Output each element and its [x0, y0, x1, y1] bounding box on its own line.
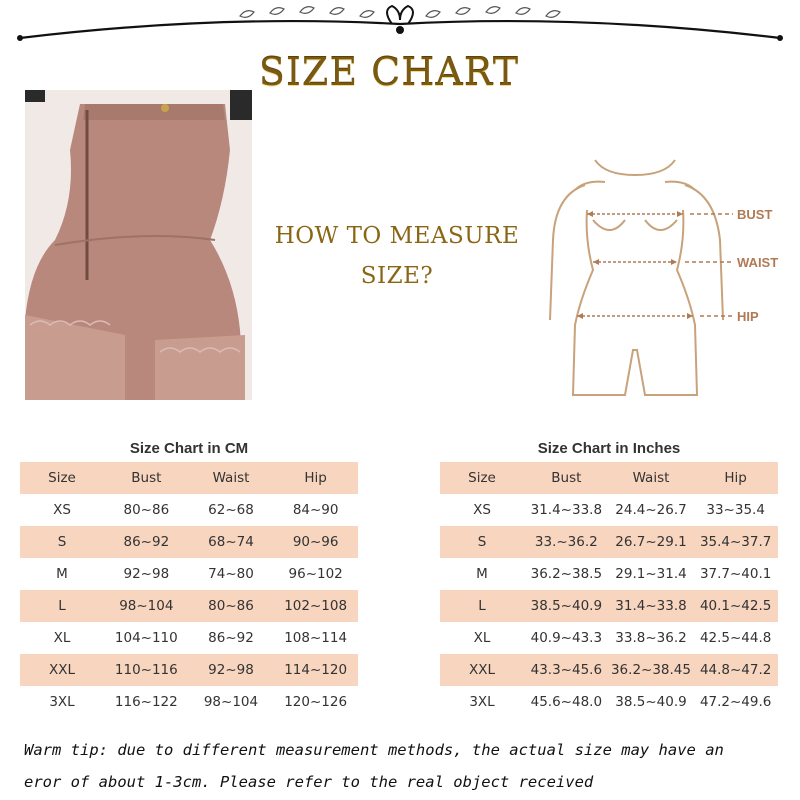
- table-cell: 62~68: [208, 502, 254, 518]
- table-cell: S: [20, 526, 104, 558]
- table-row: [440, 558, 778, 590]
- table-cell: 110~116: [104, 654, 189, 686]
- table-row: [440, 654, 778, 686]
- table-cell: 68~74: [189, 526, 274, 558]
- table-cell: 37.7~40.1: [699, 566, 772, 582]
- table-header-row: [440, 462, 778, 494]
- table-cell: S: [440, 526, 524, 558]
- size-chart-inches: [440, 436, 778, 718]
- table-cell: 29.1~31.4: [615, 566, 687, 582]
- column-header: Waist: [189, 462, 274, 494]
- column-header: Hip: [693, 462, 778, 494]
- table-cell: XXL: [20, 654, 104, 686]
- waist-label: WAIST: [737, 255, 779, 270]
- table-header-row: [20, 462, 358, 494]
- column-header: Bust: [524, 462, 609, 494]
- table-cell: M: [56, 566, 68, 582]
- table-cell: XXL: [440, 654, 524, 686]
- column-header: Waist: [609, 462, 694, 494]
- column-header: Hip: [273, 462, 358, 494]
- size-chart-cm: [20, 436, 358, 718]
- warm-tip-line2: eror of about 1-3cm. Please refer to the real object received: [24, 773, 594, 791]
- table-cell: 3XL: [469, 694, 495, 710]
- warm-tip: [24, 734, 784, 798]
- size-chart-cm-title: Size Chart in CM: [129, 440, 249, 457]
- table-row: [20, 494, 358, 526]
- size-chart-inches-title: Size Chart in Inches: [537, 440, 681, 457]
- table-cell: 31.4~33.8: [530, 502, 603, 518]
- table-cell: 120~126: [284, 694, 348, 710]
- table-cell: 31.4~33.8: [609, 590, 694, 622]
- table-cell: 86~92: [208, 630, 254, 646]
- table-cell: 84~90: [292, 502, 339, 518]
- table-cell: 90~96: [273, 526, 358, 558]
- table-cell: 35.4~37.7: [693, 526, 778, 558]
- table-row: [20, 686, 358, 718]
- table-cell: 96~102: [288, 566, 343, 582]
- size-table-cm: [20, 462, 358, 718]
- column-header: Size: [20, 462, 104, 494]
- table-cell: 102~108: [273, 590, 358, 622]
- table-cell: 92~98: [189, 654, 274, 686]
- hip-label: HIP: [737, 309, 759, 324]
- table-cell: XS: [53, 502, 71, 518]
- how-to-measure-heading: [262, 216, 532, 296]
- table-cell: 3XL: [49, 694, 75, 710]
- table-row: [20, 622, 358, 654]
- table-cell: 98~104: [203, 694, 259, 710]
- table-row: [440, 526, 778, 558]
- column-header: Size: [440, 462, 524, 494]
- table-cell: 36.2~38.45: [609, 654, 694, 686]
- table-cell: 26.7~29.1: [609, 526, 694, 558]
- table-cell: 42.5~44.8: [699, 630, 772, 646]
- table-cell: 33.8~36.2: [615, 630, 687, 646]
- table-cell: 108~114: [284, 630, 348, 646]
- column-header: Bust: [104, 462, 189, 494]
- table-cell: 43.3~45.6: [524, 654, 609, 686]
- size-table-inches: [440, 462, 778, 718]
- table-cell: 40.1~42.5: [693, 590, 778, 622]
- table-row: [20, 558, 358, 590]
- table-cell: 92~98: [123, 566, 170, 582]
- table-row: [440, 686, 778, 718]
- table-row: [440, 494, 778, 526]
- table-cell: 38.5~40.9: [524, 590, 609, 622]
- table-cell: XS: [473, 502, 491, 518]
- product-photo: [25, 90, 252, 400]
- table-cell: L: [440, 590, 524, 622]
- how-to-measure-line1: HOW TO MEASURE: [274, 223, 520, 249]
- table-cell: 38.5~40.9: [615, 694, 687, 710]
- table-cell: XL: [53, 630, 71, 646]
- table-cell: 114~120: [273, 654, 358, 686]
- table-row: [20, 526, 358, 558]
- table-cell: 116~122: [114, 694, 178, 710]
- ornament-divider: [0, 0, 800, 56]
- table-cell: M: [476, 566, 488, 582]
- page-title: SIZE CHART: [258, 50, 520, 94]
- table-row: [20, 654, 358, 686]
- table-cell: 47.2~49.6: [699, 694, 772, 710]
- table-cell: 80~86: [123, 502, 170, 518]
- table-row: [440, 622, 778, 654]
- table-cell: 98~104: [104, 590, 189, 622]
- table-cell: 86~92: [104, 526, 189, 558]
- table-cell: 36.2~38.5: [530, 566, 603, 582]
- bust-label: BUST: [737, 207, 773, 222]
- table-row: [20, 590, 358, 622]
- table-cell: 33.~36.2: [524, 526, 609, 558]
- table-cell: 80~86: [189, 590, 274, 622]
- body-measurement-diagram: [525, 150, 795, 400]
- table-cell: 44.8~47.2: [693, 654, 778, 686]
- table-cell: XL: [473, 630, 491, 646]
- how-to-measure-line2: SIZE?: [360, 263, 434, 289]
- table-cell: 40.9~43.3: [530, 630, 603, 646]
- table-cell: 45.6~48.0: [530, 694, 603, 710]
- table-cell: 33~35.4: [706, 502, 765, 518]
- table-cell: 104~110: [114, 630, 178, 646]
- table-cell: 74~80: [208, 566, 254, 582]
- table-cell: 24.4~26.7: [615, 502, 687, 518]
- table-cell: L: [20, 590, 104, 622]
- table-row: [440, 590, 778, 622]
- warm-tip-line1: Warm tip: due to different measurement methods, the actual size may have an: [24, 741, 724, 759]
